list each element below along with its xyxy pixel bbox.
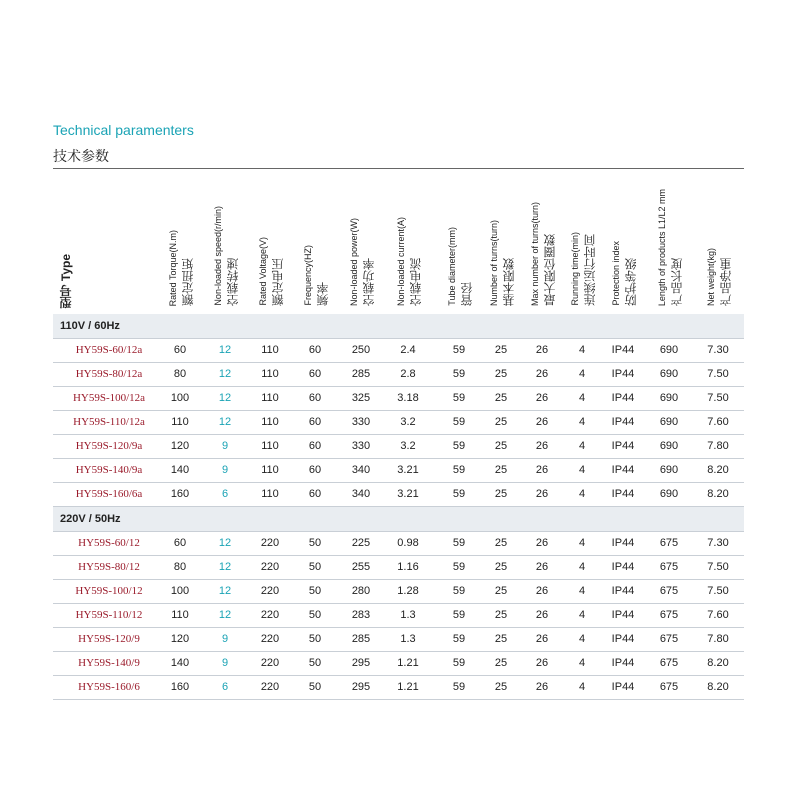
table-row: [53, 363, 744, 387]
table-row: [53, 580, 744, 604]
header-top-rule: [53, 168, 744, 169]
spec-table: [53, 314, 744, 700]
cell-tube-diameter: 59: [452, 344, 466, 356]
cell-no-load-current: 0.98: [397, 537, 419, 549]
cell-no-load-speed: 12: [218, 537, 232, 549]
cell-net-weight: 7.50: [707, 585, 729, 597]
cell-rated-voltage: 110: [261, 392, 279, 404]
cell-net-weight: 7.80: [707, 440, 729, 452]
cell-max-turns: 26: [535, 609, 549, 621]
cell-protection-index: IP44: [611, 585, 635, 597]
type-header-en: Type: [59, 253, 73, 281]
header-max-turns-cn: 最大限位圈数: [543, 234, 557, 306]
cell-protection-index: IP44: [611, 561, 635, 573]
cell-no-load-current: 1.16: [397, 561, 419, 573]
header-running-time-cn: 连续运行时间: [583, 234, 597, 306]
header-no-load-power: [349, 218, 376, 306]
table-row: [53, 339, 744, 363]
header-running-time-en: Running time(min): [570, 232, 580, 306]
header-no-load-current-en: Non-loaded current(A): [396, 216, 406, 306]
table-row: [53, 411, 744, 435]
cell-net-weight: 7.60: [707, 416, 729, 428]
cell-no-load-power: 280: [351, 585, 371, 597]
cell-running-time: 4: [578, 464, 586, 476]
cell-max-turns: 26: [535, 392, 549, 404]
section-title-en: Technical paramenters: [53, 122, 194, 138]
cell-product-length: 675: [659, 657, 679, 669]
cell-max-turns: 26: [535, 561, 549, 573]
cell-rated-torque: 120: [170, 440, 190, 452]
cell-turns: 25: [494, 537, 508, 549]
cell-rated-voltage: 220: [260, 585, 280, 597]
cell-net-weight: 8.20: [707, 488, 729, 500]
cell-product-length: 690: [659, 464, 679, 476]
cell-product-length: 690: [659, 440, 679, 452]
cell-net-weight: 7.60: [707, 609, 729, 621]
cell-no-load-current: 1.28: [397, 585, 419, 597]
cell-no-load-speed: 12: [218, 609, 232, 621]
cell-no-load-speed: 9: [221, 464, 229, 476]
cell-protection-index: IP44: [611, 416, 635, 428]
cell-rated-torque: 80: [173, 368, 187, 380]
cell-net-weight: 7.50: [707, 561, 729, 573]
cell-max-turns: 26: [535, 464, 549, 476]
cell-running-time: 4: [578, 681, 586, 693]
cell-no-load-speed: 6: [221, 681, 229, 693]
cell-tube-diameter: 59: [452, 657, 466, 669]
cell-frequency: 50: [308, 681, 322, 693]
cell-product-length: 675: [659, 681, 679, 693]
cell-turns: 25: [494, 657, 508, 669]
cell-type: HY59S-60/12a: [75, 344, 143, 356]
cell-max-turns: 26: [535, 488, 549, 500]
cell-tube-diameter: 59: [452, 609, 466, 621]
header-rated-torque-cn: 额定扭矩: [181, 258, 195, 306]
cell-running-time: 4: [578, 657, 586, 669]
cell-frequency: 60: [308, 440, 322, 452]
cell-protection-index: IP44: [611, 633, 635, 645]
cell-no-load-power: 330: [351, 416, 371, 428]
cell-no-load-speed: 9: [221, 633, 229, 645]
cell-type: HY59S-80/12: [78, 561, 140, 573]
table-row: [53, 604, 744, 628]
cell-max-turns: 26: [535, 585, 549, 597]
cell-no-load-current: 3.2: [400, 416, 416, 428]
header-protection-index-en: Protection index: [611, 241, 621, 306]
cell-type: HY59S-120/9: [78, 633, 140, 645]
cell-net-weight: 7.50: [707, 392, 729, 404]
header-frequency-cn: 频率: [316, 282, 330, 306]
cell-rated-voltage: 110: [261, 488, 279, 500]
cell-net-weight: 8.20: [707, 657, 729, 669]
header-net-weight: [706, 248, 733, 306]
cell-turns: 25: [494, 344, 508, 356]
cell-no-load-current: 2.4: [400, 344, 416, 356]
section-title-cn: 技术参数: [53, 148, 109, 164]
cell-rated-torque: 160: [170, 681, 190, 693]
table-row: [53, 459, 744, 483]
cell-no-load-power: 285: [351, 368, 371, 380]
table-row: [53, 556, 744, 580]
cell-turns: 25: [494, 561, 508, 573]
cell-tube-diameter: 59: [452, 464, 466, 476]
group-header: 220V / 50Hz: [53, 507, 744, 532]
cell-no-load-power: 255: [351, 561, 371, 573]
cell-rated-torque: 80: [173, 561, 187, 573]
type-header-cn: 型号: [59, 284, 73, 308]
cell-no-load-power: 325: [351, 392, 371, 404]
cell-type: HY59S-160/6a: [75, 488, 143, 500]
cell-turns: 25: [494, 681, 508, 693]
cell-max-turns: 26: [535, 537, 549, 549]
header-rated-voltage-cn: 额定电压: [271, 258, 285, 306]
cell-net-weight: 7.80: [707, 633, 729, 645]
cell-max-turns: 26: [535, 633, 549, 645]
cell-tube-diameter: 59: [452, 681, 466, 693]
cell-no-load-current: 2.8: [400, 368, 416, 380]
cell-turns: 25: [494, 633, 508, 645]
cell-max-turns: 26: [535, 344, 549, 356]
cell-product-length: 675: [659, 537, 679, 549]
cell-no-load-power: 340: [351, 464, 371, 476]
cell-protection-index: IP44: [611, 657, 635, 669]
cell-rated-torque: 100: [170, 585, 190, 597]
cell-frequency: 60: [308, 344, 322, 356]
cell-running-time: 4: [578, 392, 586, 404]
cell-no-load-power: 295: [351, 681, 371, 693]
cell-protection-index: IP44: [611, 344, 635, 356]
cell-no-load-speed: 9: [221, 440, 229, 452]
cell-frequency: 60: [308, 392, 322, 404]
cell-no-load-current: 1.21: [397, 681, 419, 693]
header-no-load-current-cn: 空载电流: [409, 258, 423, 306]
cell-product-length: 690: [659, 488, 679, 500]
header-running-time: [570, 232, 597, 306]
cell-no-load-speed: 9: [221, 657, 229, 669]
cell-protection-index: IP44: [611, 392, 635, 404]
table-row: [53, 483, 744, 507]
cell-max-turns: 26: [535, 681, 549, 693]
cell-rated-voltage: 220: [260, 537, 280, 549]
cell-type: HY59S-100/12a: [72, 392, 146, 404]
cell-tube-diameter: 59: [452, 488, 466, 500]
cell-protection-index: IP44: [611, 488, 635, 500]
cell-running-time: 4: [578, 488, 586, 500]
cell-protection-index: IP44: [611, 609, 635, 621]
cell-type: HY59S-60/12: [78, 537, 140, 549]
header-max-turns-en: Max number of turns(turn): [530, 201, 540, 306]
header-rated-voltage: [258, 237, 285, 306]
cell-rated-voltage: 220: [260, 657, 280, 669]
cell-no-load-speed: 12: [218, 344, 232, 356]
cell-product-length: 675: [659, 585, 679, 597]
header-turns: [489, 220, 516, 306]
cell-type: HY59S-140/9a: [75, 464, 143, 476]
cell-rated-voltage: 110: [261, 440, 279, 452]
cell-no-load-current: 3.18: [397, 392, 419, 404]
cell-frequency: 60: [308, 464, 322, 476]
cell-no-load-power: 250: [351, 344, 371, 356]
cell-frequency: 50: [308, 561, 322, 573]
header-no-load-speed-en: Non-loaded speed(r/min): [213, 206, 223, 306]
cell-type: HY59S-110/12: [75, 609, 143, 621]
cell-rated-voltage: 220: [260, 633, 280, 645]
cell-turns: 25: [494, 609, 508, 621]
header-frequency-en: Frequency(HZ): [303, 245, 313, 306]
cell-max-turns: 26: [535, 416, 549, 428]
table-header: [0, 170, 800, 312]
cell-product-length: 690: [659, 392, 679, 404]
cell-protection-index: IP44: [611, 537, 635, 549]
table-row: [53, 652, 744, 676]
cell-running-time: 4: [578, 440, 586, 452]
cell-running-time: 4: [578, 368, 586, 380]
cell-product-length: 675: [659, 561, 679, 573]
cell-rated-torque: 60: [173, 344, 187, 356]
header-product-length-cn: 产品长度: [670, 258, 684, 306]
cell-max-turns: 26: [535, 368, 549, 380]
cell-turns: 25: [494, 392, 508, 404]
cell-no-load-current: 1.3: [400, 633, 416, 645]
header-rated-torque: [168, 230, 195, 306]
cell-max-turns: 26: [535, 657, 549, 669]
cell-no-load-speed: 12: [218, 392, 232, 404]
cell-net-weight: 7.30: [707, 344, 729, 356]
cell-no-load-power: 225: [351, 537, 371, 549]
cell-net-weight: 8.20: [707, 681, 729, 693]
cell-tube-diameter: 59: [452, 633, 466, 645]
cell-no-load-speed: 12: [218, 561, 232, 573]
cell-no-load-current: 1.21: [397, 657, 419, 669]
cell-product-length: 690: [659, 368, 679, 380]
cell-rated-voltage: 110: [261, 416, 279, 428]
cell-tube-diameter: 59: [452, 392, 466, 404]
header-protection-index-cn: 防护等级: [624, 258, 638, 306]
cell-frequency: 50: [308, 537, 322, 549]
cell-turns: 25: [494, 368, 508, 380]
header-tube-diameter-cn: 管径: [460, 282, 474, 306]
cell-no-load-speed: 12: [218, 585, 232, 597]
table-row: [53, 532, 744, 556]
header-net-weight-en: Net weight(kg): [706, 247, 716, 306]
cell-product-length: 690: [659, 344, 679, 356]
cell-no-load-speed: 12: [218, 416, 232, 428]
table-row: [53, 628, 744, 652]
cell-product-length: 675: [659, 609, 679, 621]
header-net-weight-cn: 产品净重: [719, 258, 733, 306]
cell-no-load-current: 3.21: [397, 464, 419, 476]
cell-net-weight: 7.50: [707, 368, 729, 380]
cell-rated-voltage: 110: [261, 368, 279, 380]
cell-rated-torque: 140: [170, 464, 190, 476]
header-no-load-power-cn: 空载功率: [362, 258, 376, 306]
cell-no-load-power: 283: [351, 609, 371, 621]
cell-type: HY59S-140/9: [78, 657, 140, 669]
cell-protection-index: IP44: [611, 464, 635, 476]
cell-net-weight: 7.30: [707, 537, 729, 549]
cell-rated-voltage: 220: [260, 609, 280, 621]
header-product-length: [657, 189, 684, 306]
cell-no-load-current: 3.2: [400, 440, 416, 452]
cell-type: HY59S-100/12: [75, 585, 143, 597]
cell-no-load-speed: 6: [221, 488, 229, 500]
header-frequency: [303, 245, 330, 306]
cell-frequency: 50: [308, 585, 322, 597]
cell-rated-voltage: 110: [261, 464, 279, 476]
cell-rated-voltage: 220: [260, 681, 280, 693]
cell-frequency: 60: [308, 488, 322, 500]
cell-protection-index: IP44: [611, 440, 635, 452]
cell-product-length: 675: [659, 633, 679, 645]
cell-frequency: 60: [308, 368, 322, 380]
cell-tube-diameter: 59: [452, 440, 466, 452]
cell-frequency: 50: [308, 609, 322, 621]
cell-running-time: 4: [578, 344, 586, 356]
cell-turns: 25: [494, 585, 508, 597]
cell-rated-torque: 100: [170, 392, 190, 404]
cell-no-load-power: 295: [351, 657, 371, 669]
cell-running-time: 4: [578, 561, 586, 573]
cell-running-time: 4: [578, 416, 586, 428]
cell-frequency: 50: [308, 633, 322, 645]
header-no-load-power-en: Non-loaded power(W): [349, 217, 359, 306]
cell-type: HY59S-80/12a: [75, 368, 143, 380]
cell-type: HY59S-110/12a: [73, 416, 145, 428]
header-tube-diameter: [447, 227, 474, 306]
cell-turns: 25: [494, 416, 508, 428]
cell-rated-voltage: 220: [260, 561, 280, 573]
header-turns-en: Number of turns(turn): [489, 219, 499, 306]
cell-tube-diameter: 59: [452, 537, 466, 549]
header-turns-cn: 基本限数: [502, 258, 516, 306]
cell-no-load-speed: 12: [218, 368, 232, 380]
cell-rated-voltage: 110: [261, 344, 279, 356]
cell-rated-torque: 110: [171, 609, 189, 621]
cell-tube-diameter: 59: [452, 585, 466, 597]
cell-tube-diameter: 59: [452, 561, 466, 573]
cell-type: HY59S-120/9a: [75, 440, 143, 452]
cell-product-length: 690: [659, 416, 679, 428]
header-no-load-current: [396, 217, 423, 306]
table-row: [53, 435, 744, 459]
cell-running-time: 4: [578, 585, 586, 597]
cell-rated-torque: 160: [170, 488, 190, 500]
header-rated-torque-en: Rated Torque(N.m): [168, 229, 178, 306]
cell-rated-torque: 60: [173, 537, 187, 549]
cell-turns: 25: [494, 440, 508, 452]
header-protection-index: [611, 241, 638, 306]
cell-protection-index: IP44: [611, 681, 635, 693]
table-row: [53, 676, 744, 700]
cell-turns: 25: [494, 464, 508, 476]
cell-no-load-current: 3.21: [397, 488, 419, 500]
cell-running-time: 4: [578, 633, 586, 645]
header-max-turns: [530, 202, 557, 306]
header-tube-diameter-en: Tube diameter(mm): [447, 227, 457, 306]
group-header: 110V / 60Hz: [53, 314, 744, 339]
cell-running-time: 4: [578, 537, 586, 549]
type-column-header: [60, 254, 73, 308]
cell-no-load-power: 330: [351, 440, 371, 452]
cell-turns: 25: [494, 488, 508, 500]
cell-net-weight: 8.20: [707, 464, 729, 476]
cell-type: HY59S-160/6: [78, 681, 140, 693]
header-rated-voltage-en: Rated Voltage(V): [258, 237, 268, 306]
cell-tube-diameter: 59: [452, 416, 466, 428]
cell-rated-torque: 110: [171, 416, 189, 428]
table-row: [53, 387, 744, 411]
cell-running-time: 4: [578, 609, 586, 621]
cell-protection-index: IP44: [611, 368, 635, 380]
cell-frequency: 60: [308, 416, 322, 428]
header-no-load-speed-cn: 空载转速: [226, 258, 240, 306]
header-no-load-speed: [213, 206, 240, 306]
cell-frequency: 50: [308, 657, 322, 669]
cell-tube-diameter: 59: [452, 368, 466, 380]
cell-rated-torque: 140: [170, 657, 190, 669]
cell-max-turns: 26: [535, 440, 549, 452]
cell-no-load-current: 1.3: [400, 609, 416, 621]
cell-no-load-power: 340: [351, 488, 371, 500]
cell-no-load-power: 285: [351, 633, 371, 645]
cell-rated-torque: 120: [170, 633, 190, 645]
header-product-length-en: Length of products L1/L2 mm: [657, 188, 667, 306]
